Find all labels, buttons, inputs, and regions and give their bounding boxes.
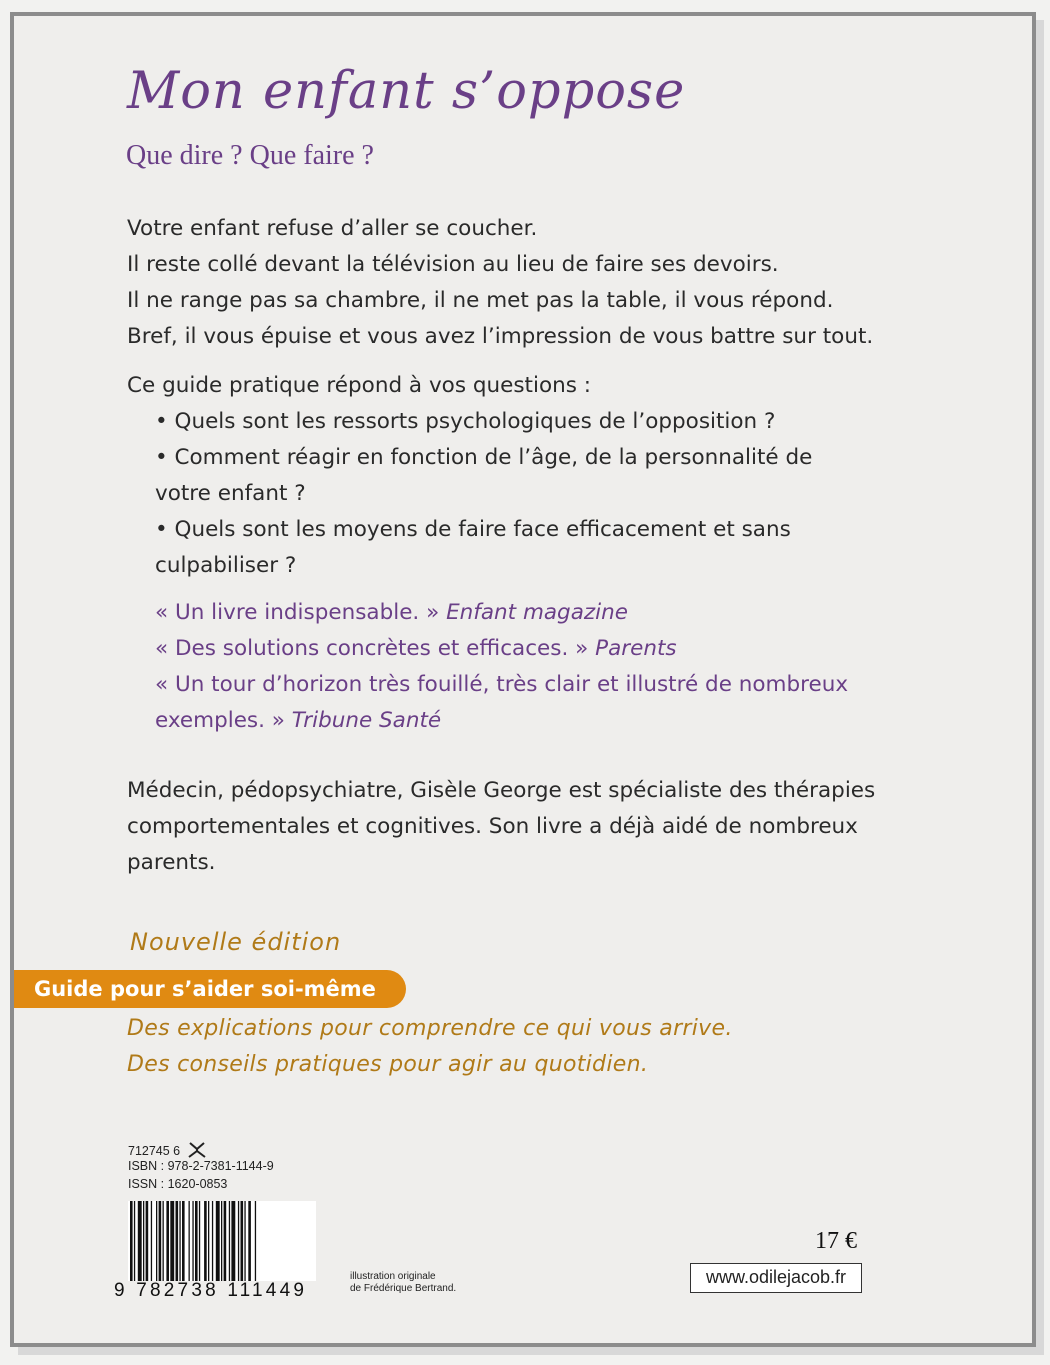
intro-paragraph <box>127 211 873 355</box>
bullet-item: • Quels sont les moyens de faire face efficacement et sans <box>155 517 791 542</box>
barcode-digits: 9 782738 111449 <box>114 1280 308 1301</box>
bio-line: parents. <box>127 850 216 875</box>
publisher-website[interactable]: www.odilejacob.fr <box>690 1263 862 1293</box>
bullet-item: • Comment réagir en fonction de l’âge, de la personnalité de <box>155 445 813 470</box>
illustration-credit: illustration originale de Frédérique Bertrand. <box>350 1271 457 1294</box>
tagline: Des explications pour comprendre ce qui vous arrive. <box>127 1016 733 1041</box>
press-quote: « Un livre indispensable. » Enfant magazine <box>155 600 628 625</box>
intro-line: Il ne range pas sa chambre, il ne met pas la table, il vous répond. <box>127 288 834 313</box>
issn: ISSN : 1620-0853 <box>128 1177 228 1191</box>
question-list <box>155 404 812 584</box>
bullet-item: • Quels sont les ressorts psychologiques de l’opposition ? <box>155 409 776 434</box>
press-quote-continuation: exemples. » Tribune Santé <box>155 708 442 733</box>
press-quote: « Des solutions concrètes et efficaces. » Parents <box>155 636 677 661</box>
bio-line: Médecin, pédopsychiatre, Gisèle George est spécialiste des thérapies <box>127 778 876 803</box>
frame-shadow-bottom <box>18 1347 1044 1355</box>
author-bio <box>127 773 875 881</box>
intro-line: Bref, il vous épuise et vous avez l’impression de vous battre sur tout. <box>127 324 874 349</box>
price: 17 € <box>815 1228 857 1254</box>
press-quote: « Un tour d’horizon très fouillé, très clair et illustré de nombreux <box>155 672 849 697</box>
bullet-item-continuation: culpabiliser ? <box>155 553 297 578</box>
quote-source: Enfant magazine <box>446 600 628 625</box>
barcode <box>128 1201 316 1281</box>
series-banner: Guide pour s’aider soi-même <box>14 970 406 1008</box>
quote-source: Parents <box>595 636 677 661</box>
edition-label: Nouvelle édition <box>130 928 342 956</box>
intro-line: Il reste collé devant la télévision au lieu de faire ses devoirs. <box>127 252 779 277</box>
book-subtitle: Que dire ? Que faire ? <box>126 140 374 171</box>
press-quotes <box>155 595 848 739</box>
reference-code: 712745 6 <box>128 1141 207 1162</box>
isbn: ISBN : 978-2-7381-1144-9 <box>128 1159 274 1173</box>
frame-shadow-right <box>1036 20 1044 1355</box>
tagline: Des conseils pratiques pour agir au quotidien. <box>127 1052 649 1077</box>
book-title: Mon enfant s’oppose <box>127 62 686 121</box>
bullet-item-continuation: votre enfant ? <box>155 481 306 506</box>
guide-intro: Ce guide pratique répond à vos questions : <box>127 373 592 398</box>
bio-line: comportementales et cognitives. Son livre a déjà aidé de nombreux <box>127 814 858 839</box>
intro-line: Votre enfant refuse d’aller se coucher. <box>127 216 538 241</box>
quote-source: Tribune Santé <box>291 708 442 733</box>
